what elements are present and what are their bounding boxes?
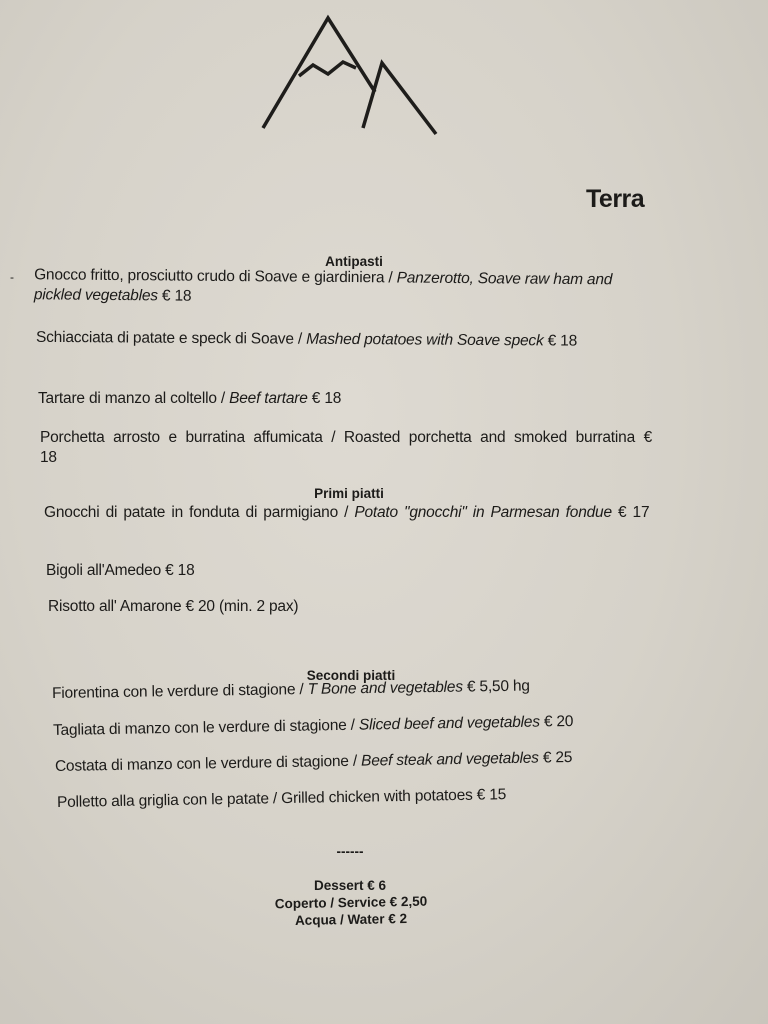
item-price: € 18 — [157, 287, 192, 305]
item-it: Porchetta arrosto e burratina affumicata / Roasted porchetta and smoked burratina — [40, 429, 636, 446]
item-price: € 20 (min. 2 pax) — [181, 598, 299, 615]
menu-item — [55, 746, 695, 777]
menu-item — [44, 503, 650, 523]
menu-item — [36, 328, 658, 352]
item-en: Sliced beef and vegetables — [358, 713, 540, 734]
item-price: € 15 — [472, 786, 507, 804]
bullet-mark: - — [10, 270, 14, 284]
item-price: € 18 — [40, 429, 652, 466]
menu-item — [34, 265, 656, 310]
item-it: Gnocco fritto, prosciutto crudo di Soave e giardiniera / — [34, 266, 397, 287]
item-it: Polletto alla griglia con le patate / Grilled chicken with potatoes — [56, 786, 473, 811]
item-it: Risotto all' Amarone — [48, 598, 182, 615]
item-it: Tartare di manzo al coltello / — [38, 390, 230, 407]
item-price: € 5,50 hg — [462, 677, 530, 696]
menu-item — [53, 710, 693, 741]
menu-item — [38, 389, 660, 409]
menu-item — [48, 597, 648, 617]
page-title: Terra — [586, 185, 645, 213]
menu-item — [52, 674, 672, 704]
footer-service: Coperto / Service € 2,50 — [274, 893, 428, 912]
separator: ------ — [336, 844, 364, 859]
section-title-secondi: Secondi piatti — [306, 668, 396, 683]
item-en: Potato "gnocchi" in Parmesan fondue — [354, 504, 612, 521]
mountains-icon — [255, 10, 445, 140]
menu-item — [46, 561, 646, 581]
item-price: € 25 — [538, 748, 573, 767]
footer-dessert: Dessert € 6 — [313, 878, 387, 893]
item-it: Bigoli all'Amedeo — [46, 562, 162, 579]
item-it: Gnocchi di patate in fonduta di parmigiano / — [44, 504, 355, 521]
item-it: Costata di manzo con le verdure di stagione / — [54, 752, 362, 775]
item-it: Fiorentina con le verdure di stagione / — [51, 680, 308, 702]
item-it: Tagliata di manzo con le verdure di stagione / — [52, 716, 360, 739]
menu-item — [57, 782, 697, 813]
section-title-primi: Primi piatti — [314, 486, 384, 501]
item-price: € 20 — [539, 712, 574, 731]
item-en: Mashed potatoes with Soave speck — [306, 330, 544, 350]
footer-water: Acqua / Water € 2 — [294, 911, 408, 928]
item-price: € 17 — [611, 504, 650, 521]
item-it: Schiacciata di patate e speck di Soave / — [35, 328, 307, 348]
section-title-antipasti: Antipasti — [325, 254, 383, 269]
item-en: T Bone and vegetables — [307, 678, 463, 698]
menu-item — [40, 428, 652, 468]
item-price: € 18 — [543, 332, 578, 350]
item-en: Beef steak and vegetables — [360, 749, 539, 770]
item-en: Panzerotto, Soave raw ham and pickled vegetables — [33, 269, 613, 305]
item-price: € 18 — [307, 390, 342, 407]
item-price: € 18 — [161, 562, 195, 579]
item-en: Beef tartare — [229, 390, 308, 407]
